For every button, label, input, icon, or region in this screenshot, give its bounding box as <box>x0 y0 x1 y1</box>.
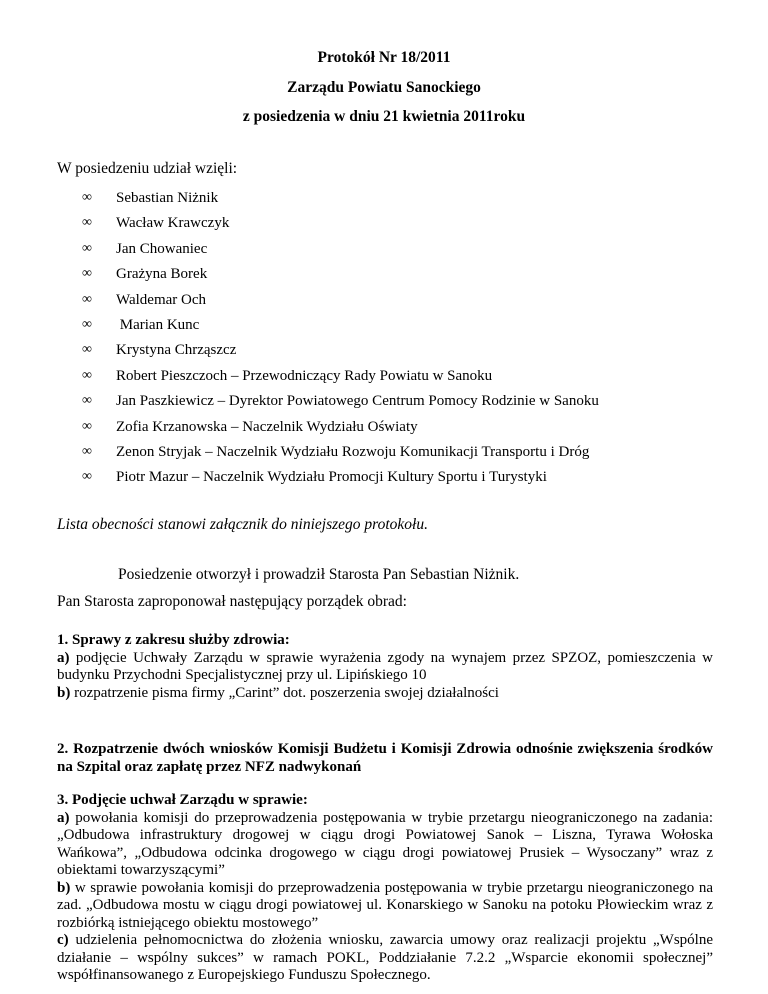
attendee-item <box>82 342 599 367</box>
attendee-name: Marian Kunc <box>116 316 200 333</box>
agenda-item-b <box>57 880 713 933</box>
attendee-item <box>82 393 599 418</box>
attendee-name: Zenon Stryjak – Naczelnik Wydziału Rozwoju Komunikacji Transportu i Dróg <box>116 443 590 460</box>
item-label: a) <box>57 809 70 826</box>
attendee-item <box>82 317 599 342</box>
attendee-item <box>82 266 599 291</box>
infinity-bullet-icon: ∞ <box>82 240 92 256</box>
attendee-name: Jan Chowaniec <box>116 240 208 257</box>
attendee-name: Wacław Krawczyk <box>116 215 230 232</box>
attendee-item <box>82 419 599 444</box>
attendee-name: Zofia Krzanowska – Naczelnik Wydziału Oświaty <box>116 418 418 435</box>
attendee-name: Jan Paszkiewicz – Dyrektor Powiatowego Centrum Pomocy Rodzinie w Sanoku <box>116 393 599 410</box>
attendee-item <box>82 190 599 215</box>
agenda-item-c <box>57 932 713 985</box>
infinity-bullet-icon: ∞ <box>82 443 92 459</box>
infinity-bullet-icon: ∞ <box>82 190 92 205</box>
section-heading: 3. Podjęcie uchwał Zarządu w sprawie: <box>57 792 308 808</box>
agenda-item-a <box>57 810 713 880</box>
item-text: rozpatrzenie pisma firmy „Carint” dot. poszerzenia swojej działalności <box>70 684 499 701</box>
agenda-section-health <box>57 632 713 702</box>
infinity-bullet-icon: ∞ <box>82 215 92 231</box>
attendance-intro: W posiedzeniu udział wzięli: <box>57 160 238 177</box>
attendee-name: Piotr Mazur – Naczelnik Wydziału Promocji Kultury Sportu i Turystyki <box>116 469 547 486</box>
agenda-section-hospital <box>57 741 713 776</box>
attendee-item <box>82 215 599 240</box>
infinity-bullet-icon: ∞ <box>82 393 92 409</box>
attendance-note: Lista obecności stanowi załącznik do niniejszego protokołu. <box>57 516 428 533</box>
item-label: b) <box>57 879 71 896</box>
board-name-title: Zarządu Powiatu Sanockiego <box>287 79 481 96</box>
attendee-item <box>82 241 599 266</box>
attendee-list <box>82 190 599 495</box>
attendee-name: Sebastian Niżnik <box>116 190 219 206</box>
item-text: powołania komisji do przeprowadzenia postępowania w trybie przetargu nieograniczonego na zadania: „Odbudowa infrastruktury drogowej w ciągu drogi Powiatowej Sanok – Liszna, Tyrawa Wołoska Wańkowa”, „Odbudowa odcinka drogowego w ciągu drogi powiatowej Prusiek – Wysoczany” wraz z obiektami towarzyszącymi” <box>57 809 713 878</box>
infinity-bullet-icon: ∞ <box>82 342 92 358</box>
agenda-section-resolutions <box>57 792 713 985</box>
item-label: b) <box>57 684 71 701</box>
item-text: udzielenia pełnomocnictwa do złożenia wniosku, zawarcia umowy oraz realizacji projektu „Wspólne działanie – wspólny sukces” w ramach POKL, Poddziałanie 7.2.2 „Wsparcie ekonomii społecznej” współfinansowanego z Europejskiego Funduszu Społecznego. <box>57 932 713 983</box>
infinity-bullet-icon: ∞ <box>82 367 92 383</box>
agenda-item-a <box>57 650 713 685</box>
item-label: a) <box>57 649 70 666</box>
attendee-item <box>82 368 599 393</box>
agenda-item-b <box>57 685 713 703</box>
infinity-bullet-icon: ∞ <box>82 266 92 282</box>
infinity-bullet-icon: ∞ <box>82 291 92 307</box>
attendee-name: Krystyna Chrząszcz <box>116 342 237 359</box>
infinity-bullet-icon: ∞ <box>82 316 92 332</box>
infinity-bullet-icon: ∞ <box>82 469 92 485</box>
item-label: c) <box>57 932 69 948</box>
attendee-name: Grażyna Borek <box>116 266 208 283</box>
attendee-name: Robert Pieszczoch – Przewodniczący Rady Powiatu w Sanoku <box>116 367 493 384</box>
attendee-item <box>82 292 599 317</box>
attendee-item <box>82 469 599 494</box>
section-heading: 2. Rozpatrzenie dwóch wniosków Komisji Budżetu i Komisji Zdrowia odnośnie zwiększenia środków na Szpital oraz zapłatę przez NFZ nadwykonań <box>57 741 713 775</box>
meeting-opened-text: Posiedzenie otworzył i prowadził Starosta Pan Sebastian Niżnik. <box>118 566 520 583</box>
item-text: w sprawie powołania komisji do przeprowadzenia postępowania w trybie przetargu nieograniczonego na zad. „Odbudowa mostu w ciągu drogi powiatowej ul. Konarskiego w Sanoku na potoku Płowieckim wraz z rozbiórką istniejącego obiektu mostowego” <box>57 879 713 931</box>
meeting-date-title: z posiedzenia w dniu 21 kwietnia 2011roku <box>242 108 526 125</box>
section-heading: 1. Sprawy z zakresu służby zdrowia: <box>57 632 290 648</box>
attendee-name: Waldemar Och <box>116 291 206 308</box>
infinity-bullet-icon: ∞ <box>82 418 92 434</box>
attendee-item <box>82 444 599 469</box>
agenda-proposal-text: Pan Starosta zaproponował następujący porządek obrad: <box>57 593 407 610</box>
item-text: podjęcie Uchwały Zarządu w sprawie wyrażenia zgody na wynajem przez SPZOZ, pomieszczenia w budynku Przychodni Specjalistycznej przy ul. Lipińskiego 10 <box>57 649 713 683</box>
protocol-number-title: Protokół Nr 18/2011 <box>317 49 451 66</box>
